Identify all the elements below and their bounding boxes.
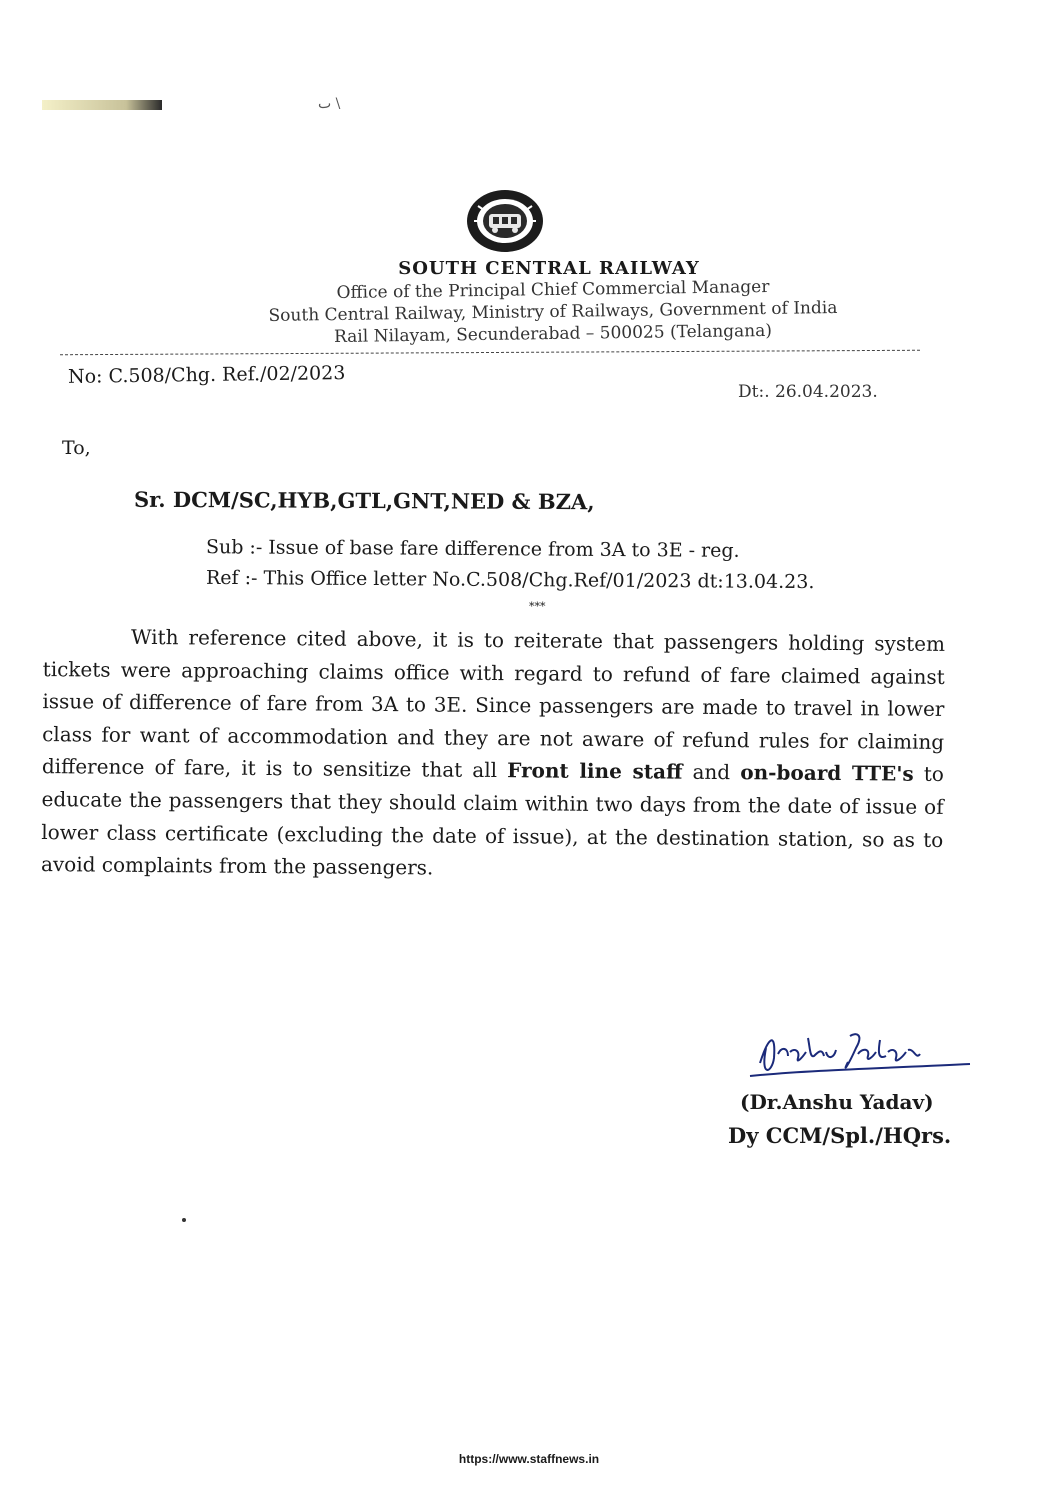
signatory-name: (Dr.Anshu Yadav) [740,1090,934,1114]
signatory-designation: Dy CCM/Spl./HQrs. [728,1123,952,1148]
header-divider [60,350,920,356]
reference-line: Ref :- This Office letter No.C.508/Chg.Ref/01/2023 dt:13.04.23. [205,566,815,594]
letter-body [41,620,945,889]
addressee: Sr. DCM/SC,HYB,GTL,GNT,NED & BZA, [133,486,595,515]
to-label: To, [62,437,91,459]
body-text-part3: to educate the passengers that they should claim within two days from the date of issue of lower class certificate (excluding the date of issue), at the destination station, so as to avoid complaints from the passengers. [40,762,944,880]
body-bold-front-line-staff: Front line staff [507,758,683,785]
scan-dot [182,1218,186,1222]
body-text-part1: With reference cited above, it is to reiterate that passengers holding system tickets were approaching claims office with regard to refund of fare claimed against issue of difference of fare from 3A to 3E. Since passengers are made to travel in lower class for want of accommodation and they are not aware of refund rules for claiming difference of fare, it is to sensitize that all [41,624,946,783]
handwritten-signature [730,1018,980,1088]
letter-date: Dt:. 26.04.2023. [738,382,878,402]
body-text-part2: and [682,760,741,785]
body-bold-tte: on-board TTE's [740,760,914,787]
office-line: Office of the Principal Chief Commercial Manager [336,276,770,304]
scan-speck: ٮ \ [318,96,341,112]
ministry-line: South Central Railway, Ministry of Railways, Government of India [268,298,838,326]
separator-stars: *** [529,600,546,613]
letter-ref-number: No: C.508/Chg. Ref./02/2023 [67,362,346,388]
organization-name: SOUTH CENTRAL RAILWAY [398,258,700,279]
address-line: Rail Nilayam, Secunderabad – 500025 (Telangana) [333,320,773,348]
railway-emblem-icon [464,188,546,254]
subject-line: Sub :- Issue of base fare difference from 3A to 3E - reg. [205,536,740,562]
footer-url: https://www.staffnews.in [458,1452,600,1466]
scan-artifact [42,100,162,110]
